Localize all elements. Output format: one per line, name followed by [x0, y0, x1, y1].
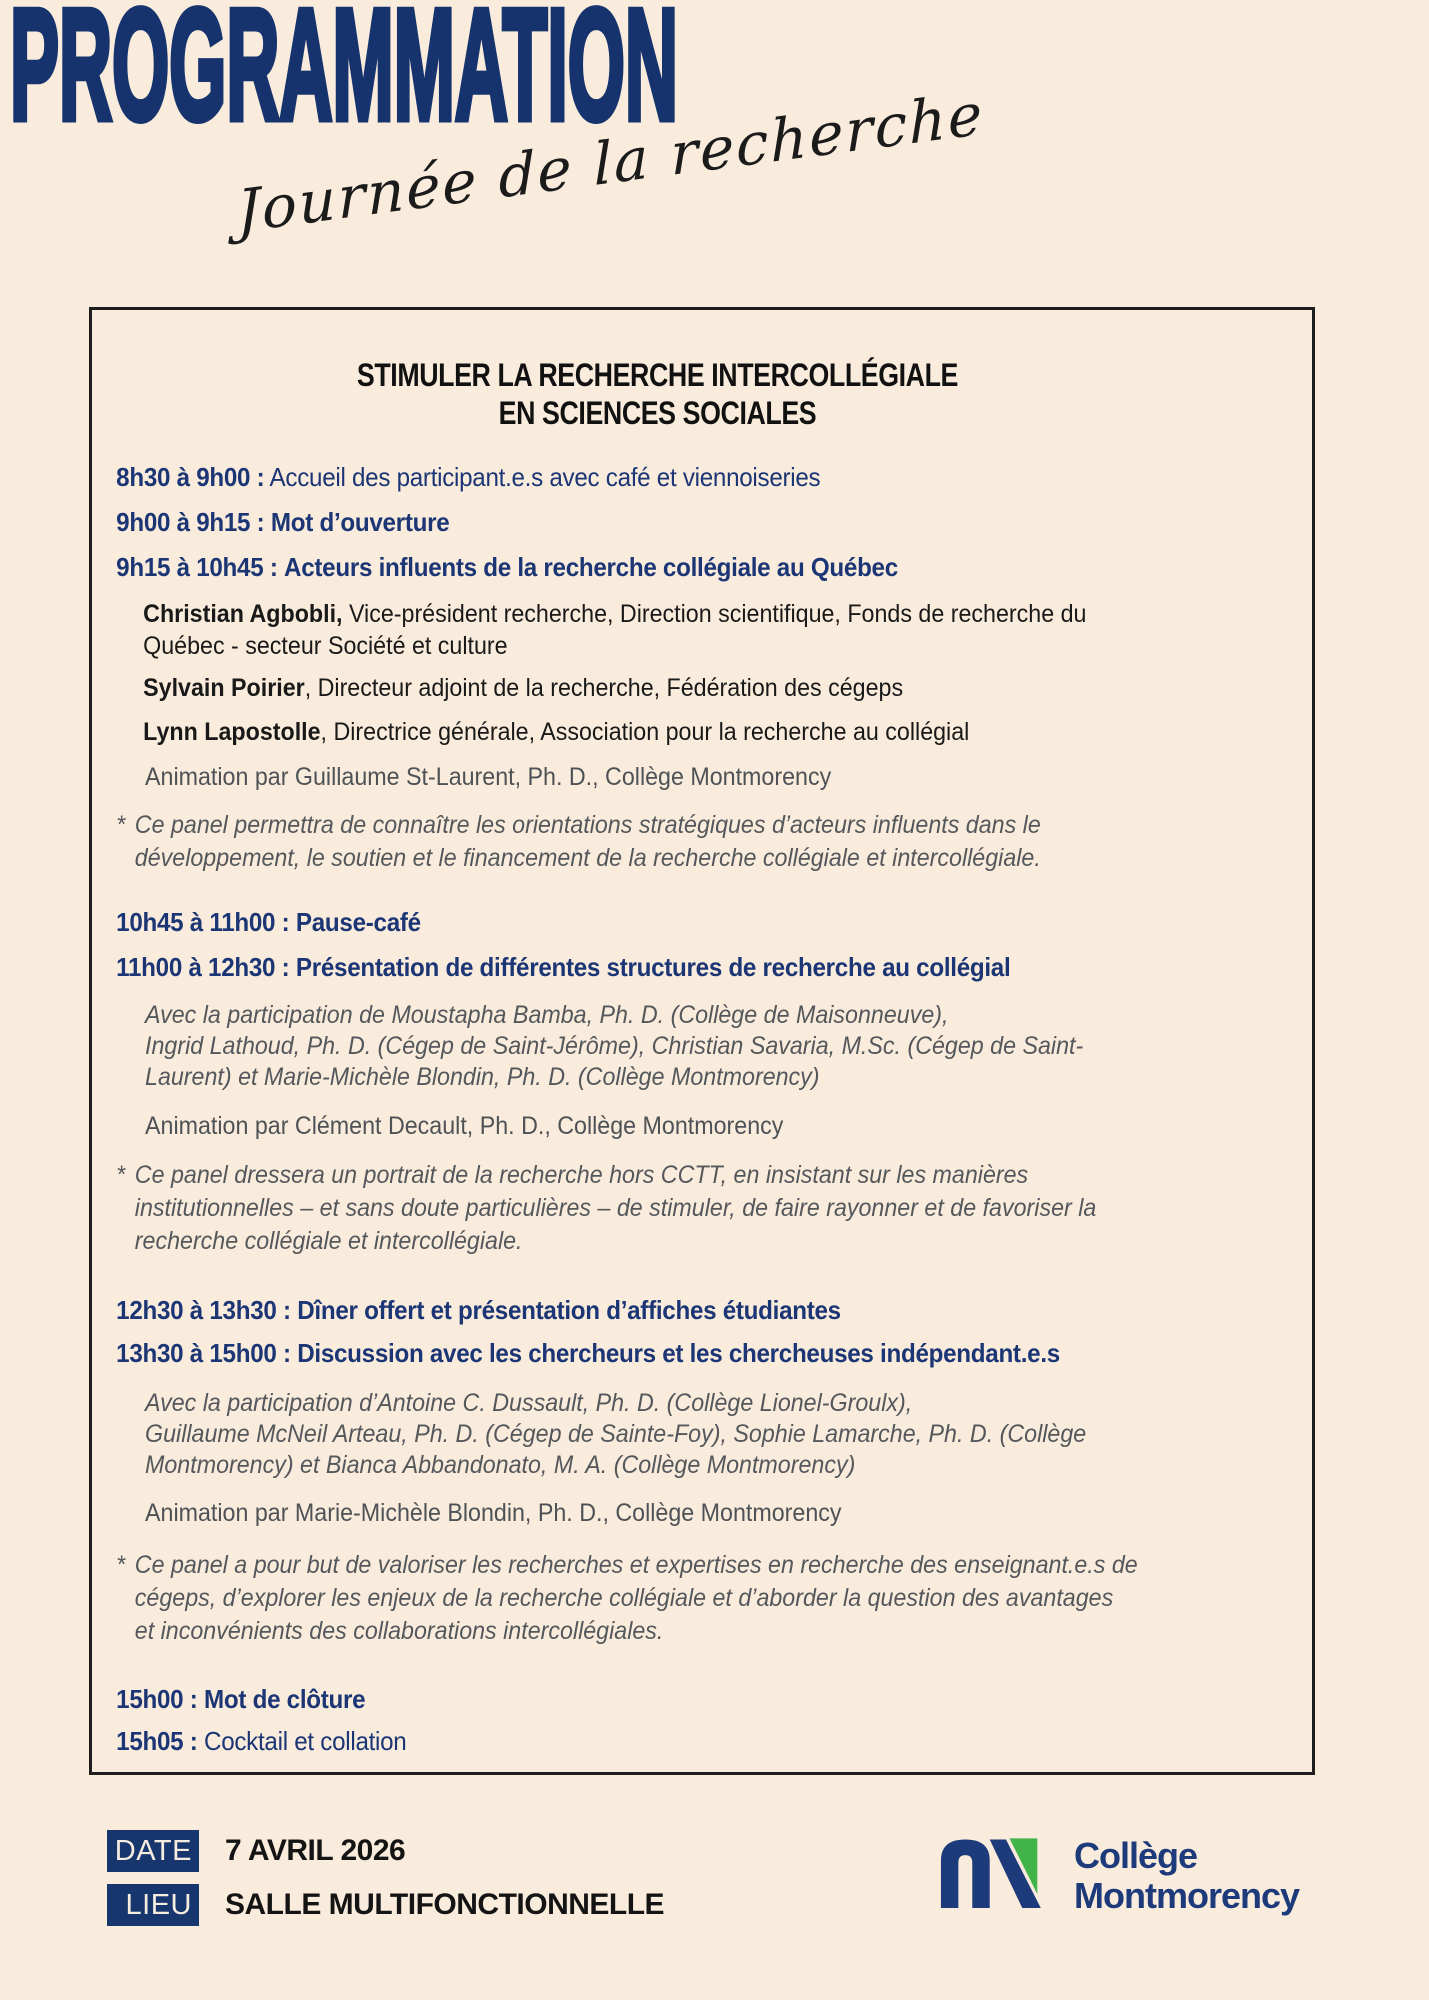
participants-line: Guillaume McNeil Arteau, Ph. D. (Cégep de Sainte-Foy), Sophie Lamarche, Ph. D. (Collège [145, 1420, 1087, 1448]
time-label: 8h30 à 9h00 : [116, 462, 265, 492]
animation-line-3: Animation par Marie-Michèle Blondin, Ph. D., Collège Montmorency [145, 1499, 842, 1527]
note-line: Ce panel permettra de connaître les orientations stratégiques d’acteurs influents dans le [134, 811, 1041, 839]
schedule-item-panel1 [116, 552, 1199, 582]
time-label: 9h00 à 9h15 : [116, 507, 265, 537]
item-text: Discussion avec les chercheurs et les chercheuses indépendant.e.s [297, 1338, 1060, 1368]
speaker-sylvain-poirier [143, 672, 1199, 704]
college-montmorency-logo [940, 1836, 1299, 1916]
box-heading [170, 356, 1144, 432]
note-line: cégeps, d’explorer les enjeux de la recherche collégiale et d’aborder la question des avantages [134, 1584, 1114, 1612]
note-asterisk: * [116, 1161, 126, 1189]
speaker-role: Vice-président recherche, Direction scientifique, Fonds de recherche du [348, 600, 1087, 628]
speaker-role: , Directeur adjoint de la recherche, Fédération des cégeps [304, 674, 904, 702]
item-text: Mot de clôture [204, 1684, 366, 1714]
schedule-item-panel3 [116, 1338, 1199, 1368]
schedule-item-diner [116, 1295, 1199, 1325]
speaker-role: , Directrice générale, Association pour la recherche au collégial [320, 718, 970, 746]
date-value: 7 AVRIL 2026 [225, 1834, 406, 1867]
schedule-item-cocktail [116, 1726, 1199, 1756]
schedule-item-cloture [116, 1684, 1199, 1714]
time-label: 15h00 : [116, 1684, 198, 1714]
item-text: Cocktail et collation [204, 1726, 407, 1756]
box-heading-line1: STIMULER LA RECHERCHE INTERCOLLÉGIALE [356, 357, 958, 393]
footer-date-row [107, 1830, 405, 1872]
time-label: 15h05 : [116, 1726, 198, 1756]
time-label: 12h30 à 13h30 : [116, 1295, 291, 1325]
logo-line1: Collège [1074, 1835, 1198, 1876]
participants-panel3 [145, 1388, 1199, 1481]
panel-note-2 [116, 1159, 1199, 1258]
footer-lieu-row [107, 1884, 664, 1926]
page-title: PROGRAMMATION [10, 0, 678, 153]
lieu-badge: LIEU [107, 1884, 199, 1926]
schedule-box [89, 307, 1315, 1775]
logo-line2: Montmorency [1074, 1875, 1300, 1916]
item-text: Dîner offert et présentation d’affiches étudiantes [297, 1295, 841, 1325]
participants-line: Laurent) et Marie-Michèle Blondin, Ph. D. (Collège Montmorency) [145, 1063, 820, 1091]
speaker-name: Sylvain Poirier [143, 674, 305, 702]
item-text: Accueil des participant.e.s avec café et viennoiseries [269, 462, 821, 492]
schedule-box-content [92, 310, 1227, 1756]
logo-wordmark [1074, 1836, 1299, 1916]
speaker-line [143, 598, 1199, 630]
schedule-item-panel2 [116, 952, 1199, 982]
panel-note-1 [116, 809, 1199, 875]
animation-line-1: Animation par Guillaume St-Laurent, Ph. D., Collège Montmorency [145, 763, 832, 791]
note-asterisk: * [116, 1551, 126, 1579]
animation-line-2: Animation par Clément Decault, Ph. D., Collège Montmorency [145, 1112, 784, 1140]
schedule-item-ouverture [116, 507, 1199, 537]
schedule-item-accueil [116, 462, 1199, 492]
speaker-lynn-lapostolle [143, 716, 1199, 748]
time-label: 11h00 à 12h30 : [116, 952, 290, 982]
participants-line: Avec la participation d’Antoine C. Dussault, Ph. D. (Collège Lionel-Groulx), [145, 1389, 913, 1417]
participants-line: Avec la participation de Moustapha Bamba, Ph. D. (Collège de Maisonneuve), [145, 1001, 949, 1029]
note-line: et inconvénients des collaborations intercollégiales. [134, 1617, 664, 1645]
speaker-line: Québec - secteur Société et culture [143, 632, 508, 660]
note-line: recherche collégiale et intercollégiale. [134, 1227, 523, 1255]
speaker-name: Christian Agbobli, [143, 600, 343, 628]
note-line: développement, le soutien et le financement de la recherche collégiale et intercollégiale. [134, 844, 1041, 872]
item-text: Mot d’ouverture [270, 507, 450, 537]
date-badge: DATE [107, 1830, 199, 1872]
participants-line: Ingrid Lathoud, Ph. D. (Cégep de Saint-Jérôme), Christian Savaria, M.Sc. (Cégep de Saint- [145, 1032, 1084, 1060]
schedule-item-pause [116, 907, 1199, 937]
item-text: Acteurs influents de la recherche collégiale au Québec [284, 552, 898, 582]
panel-note-3 [116, 1549, 1199, 1648]
speaker-name: Lynn Lapostolle [143, 718, 321, 746]
note-line: Ce panel dressera un portrait de la recherche hors CCTT, en insistant sur les manières [134, 1161, 1029, 1189]
item-text: Pause-café [295, 907, 421, 937]
time-label: 10h45 à 11h00 : [116, 907, 290, 937]
script-subtitle: Journée de la recherche [236, 79, 985, 246]
box-heading-line2: EN SCIENCES SOCIALES [498, 395, 817, 431]
item-text: Présentation de différentes structures de recherche au collégial [295, 952, 1011, 982]
time-label: 13h30 à 15h00 : [116, 1338, 291, 1368]
note-asterisk: * [116, 811, 126, 839]
lieu-value: SALLE MULTIFONCTIONNELLE [225, 1888, 665, 1921]
participants-panel2 [145, 1000, 1199, 1093]
montmorency-m-mark-icon [940, 1836, 1058, 1908]
speaker-christian-agbobli [143, 598, 1199, 662]
time-label: 9h15 à 10h45 : [116, 552, 278, 582]
note-line: institutionnelles – et sans doute particulières – de stimuler, de faire rayonner et de favoriser la [134, 1194, 1097, 1222]
participants-line: Montmorency) et Bianca Abbandonato, M. A. (Collège Montmorency) [145, 1451, 856, 1479]
note-line: Ce panel a pour but de valoriser les recherches et expertises en recherche des enseignant.e.s de [134, 1551, 1138, 1579]
